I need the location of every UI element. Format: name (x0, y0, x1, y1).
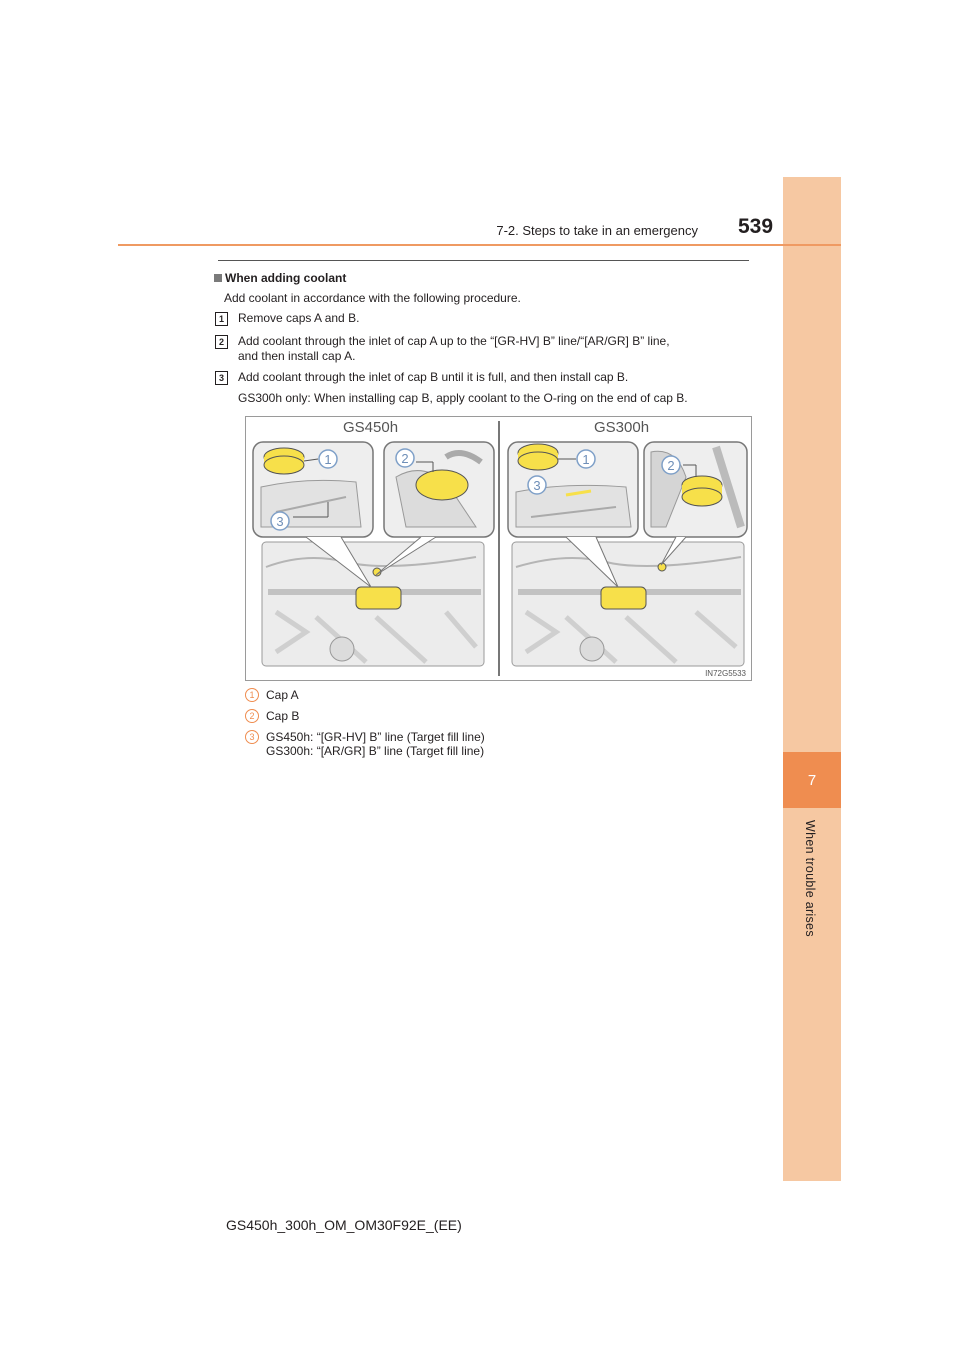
engine-illustration (246, 417, 751, 680)
document-code: GS450h_300h_OM_OM30F92E_(EE) (226, 1217, 462, 1233)
legend-line: Cap B (266, 709, 300, 723)
legend-text (266, 730, 666, 758)
legend-line: Cap A (266, 688, 299, 702)
step-line: Add coolant through the inlet of cap B until it is full, and then install cap B. (238, 370, 629, 384)
legend-line: GS450h: “[GR-HV] B” line (Target fill line) (266, 730, 485, 744)
legend-number-badge: 2 (245, 709, 259, 723)
figure-label-gs300h: GS300h (594, 419, 650, 436)
side-tab (783, 177, 841, 1181)
step-line: Remove caps A and B. (238, 311, 360, 325)
callout-3-label: 3 (533, 478, 541, 493)
chapter-title: When trouble arises (803, 820, 817, 937)
step-text (238, 334, 748, 364)
legend-text (266, 688, 666, 702)
callout-2-label: 2 (401, 451, 409, 466)
figure-label-gs450h: GS450h (343, 419, 399, 436)
gs300h-illustration (508, 442, 747, 666)
step-number-badge: 2 (215, 335, 228, 349)
section-heading (214, 271, 346, 285)
section-title: 7-2. Steps to take in an emergency (496, 223, 698, 238)
step-line: Add coolant through the inlet of cap A up to the “[GR-HV] B” line/“[AR/GR] B” line, (238, 334, 670, 348)
step-text (238, 370, 748, 406)
legend-line: GS300h: “[AR/GR] B” line (Target fill line) (266, 744, 485, 758)
callout-3-label: 3 (276, 514, 284, 529)
square-bullet-icon (214, 274, 222, 282)
engine-bay-figure (245, 416, 752, 681)
intro-text: Add coolant in accordance with the following procedure. (224, 291, 521, 305)
step-number-badge: 1 (215, 312, 228, 326)
header-rule (118, 244, 841, 246)
page-number: 539 (738, 215, 774, 238)
step-line: GS300h only: When installing cap B, apply coolant to the O-ring on the end of cap B. (238, 391, 688, 405)
section-divider (218, 260, 749, 261)
legend-text (266, 709, 666, 723)
figure-code: IN72G5533 (705, 669, 746, 678)
legend-number-badge: 1 (245, 688, 259, 702)
callout-2-label: 2 (667, 458, 675, 473)
heading-text: When adding coolant (225, 271, 347, 285)
callout-1-label: 1 (582, 452, 590, 467)
gs450h-illustration (253, 442, 494, 666)
chapter-number: 7 (807, 771, 817, 789)
step-line: and then install cap A. (238, 349, 356, 363)
chapter-number-tab[interactable] (783, 752, 841, 808)
callout-1-label: 1 (324, 452, 332, 467)
step-text (238, 311, 748, 326)
legend-number-badge: 3 (245, 730, 259, 744)
step-number-badge: 3 (215, 371, 228, 385)
